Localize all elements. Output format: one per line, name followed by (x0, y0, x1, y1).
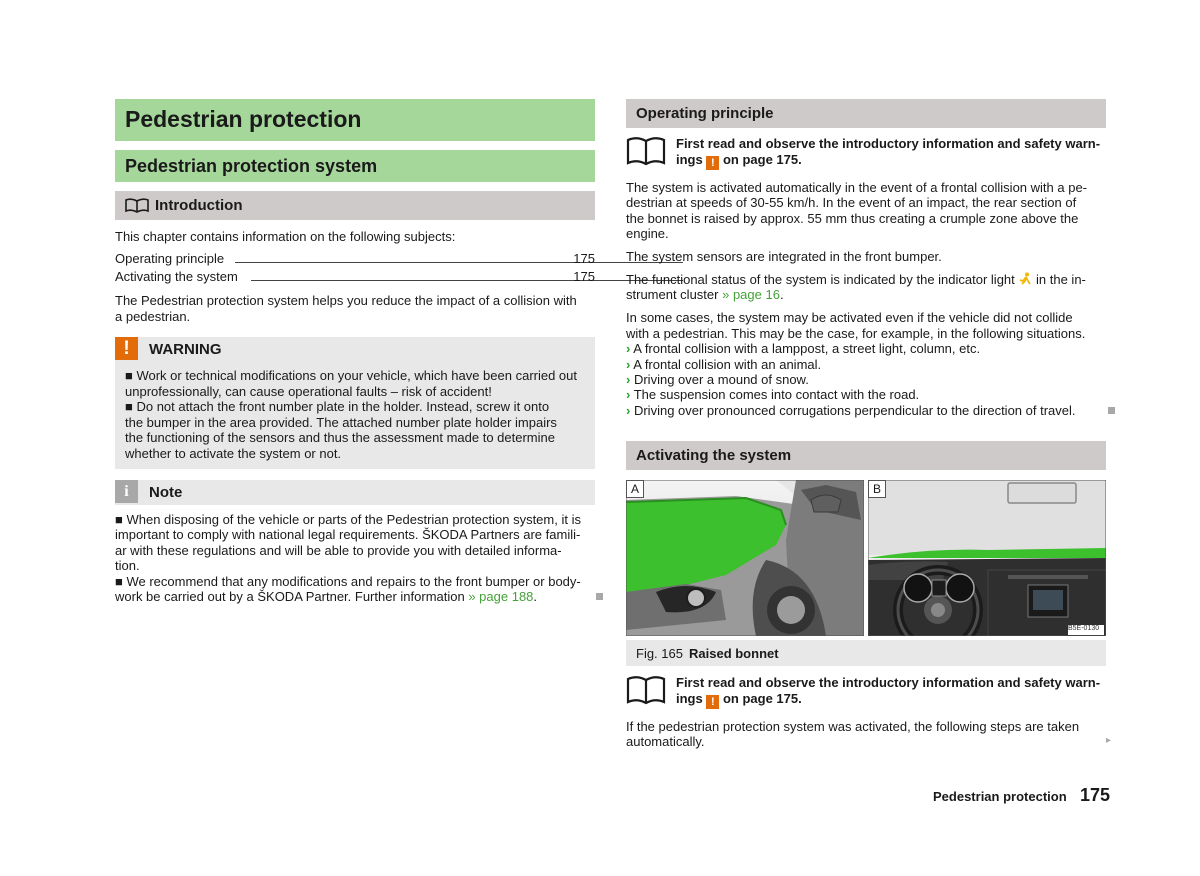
chevron-right-icon: › (626, 403, 631, 418)
page-16-link[interactable]: » page 16 (722, 287, 780, 302)
list-item-text: Driving over pronounced corrugations perpendicular to the direction of travel. (633, 403, 1076, 418)
introduction-heading-bar (115, 191, 595, 220)
introduction-title: Introduction (155, 197, 243, 214)
activating-system-heading-bar (626, 441, 1106, 470)
page-188-link[interactable]: » page 188 (468, 589, 534, 604)
section-end-marker (1108, 407, 1115, 414)
pedestrian-indicator-icon (1018, 272, 1032, 285)
read-first-line (676, 691, 802, 709)
list-item (626, 341, 980, 357)
note-line-text: work be carried out by a ŠKODA Partner. Further information (115, 589, 465, 604)
warning-line: unprofessionally, can cause operational faults – risk of accident! (125, 384, 492, 399)
note-line: tion. (115, 558, 140, 573)
warning-line: the functioning of the sensors and thus the assessment made to determine (125, 430, 555, 445)
warning-box (115, 337, 595, 469)
list-item-text: Driving over a mound of snow. (633, 372, 809, 387)
list-item (626, 387, 919, 403)
warning-line: ■ Do not attach the front number plate in the holder. Instead, screw it onto (125, 399, 550, 414)
read-first-line: First read and observe the introductory information and safety warn- (676, 136, 1101, 151)
body-text: The functional status of the system is indicated by the indicator light (626, 272, 1015, 287)
read-first-text: ings (676, 691, 703, 706)
toc-page: 175 (573, 251, 595, 266)
body-line (626, 272, 1086, 288)
note-line: ar with these regulations and will be able to provide you with detailed informa- (115, 543, 562, 558)
warning-line: ■ Work or technical modifications on your vehicle, which have been carried out (125, 368, 578, 383)
figure-code: B5E-0130 (1068, 625, 1100, 632)
running-title: Pedestrian protection (933, 789, 1067, 804)
warning-exclamation-icon: ! (706, 695, 719, 709)
toc-page: 175 (573, 269, 595, 284)
body-line: destrian at speeds of 30-55 km/h. In the event of an impact, the rear section of (626, 195, 1077, 210)
figure-label-b: B (868, 480, 886, 498)
note-line (115, 589, 537, 605)
toc-row[interactable] (115, 251, 595, 267)
body-line: The Pedestrian protection system helps you reduce the impact of a collision with (115, 293, 577, 308)
toc-leader-line (251, 280, 683, 281)
note-line: important to comply with national legal requirements. ŠKODA Partners are famili- (115, 527, 581, 542)
section-title-bar (115, 150, 595, 182)
chapter-title-bar (115, 99, 595, 141)
list-item (626, 403, 1076, 419)
body-line: a pedestrian. (115, 309, 191, 324)
figure-caption-bar (626, 640, 1106, 666)
body-line: In some cases, the system may be activated even if the vehicle did not collide (626, 310, 1073, 325)
note-line-end: . (533, 589, 538, 604)
warning-exclamation-icon: ! (115, 337, 138, 360)
chevron-right-icon: › (626, 357, 631, 372)
read-first-page: on page 175. (722, 152, 802, 167)
read-first-line (676, 152, 802, 170)
warning-title: WARNING (149, 341, 222, 358)
book-icon (626, 136, 666, 166)
body-line: with a pedestrian. This may be the case, for example, in the following situations. (626, 326, 1086, 341)
list-item-text: A frontal collision with an animal. (633, 357, 822, 372)
read-first-line: First read and observe the introductory information and safety warn- (676, 675, 1101, 690)
body-text: strument cluster (626, 287, 719, 302)
book-icon (125, 198, 149, 213)
read-first-page: on page 175. (722, 691, 802, 706)
chevron-right-icon: › (626, 372, 631, 387)
operating-principle-title: Operating principle (636, 105, 774, 122)
list-item (626, 372, 809, 388)
chevron-right-icon: › (626, 387, 631, 402)
intro-text: This chapter contains information on the following subjects: (115, 229, 456, 244)
body-line: If the pedestrian protection system was activated, the following steps are taken (626, 719, 1080, 734)
body-line: The system is activated automatically in the event of a frontal collision with a pe- (626, 180, 1087, 195)
note-line: ■ We recommend that any modifications and repairs to the front bumper or body- (115, 574, 581, 589)
section-end-marker (596, 593, 603, 600)
list-item-text: The suspension comes into contact with the road. (633, 387, 920, 402)
continue-arrow-icon: ▸ (1106, 735, 1112, 746)
info-icon: i (115, 480, 138, 503)
activating-system-title: Activating the system (636, 447, 792, 464)
body-line: the bonnet is raised by approx. 55 mm thus creating a crumple zone above the (626, 211, 1079, 226)
read-first-text: ings (676, 152, 703, 167)
warning-exclamation-icon: ! (706, 156, 719, 170)
note-line: ■ When disposing of the vehicle or parts of the Pedestrian protection system, it is (115, 512, 581, 527)
body-line (626, 287, 784, 303)
toc-label: Activating the system (115, 269, 238, 284)
page-number: 175 (1080, 785, 1111, 805)
body-text: in the in- (1036, 272, 1086, 287)
body-line: engine. (626, 226, 669, 241)
body-text-end: . (779, 287, 784, 302)
toc-label: Operating principle (115, 251, 225, 266)
list-item (626, 357, 821, 373)
note-header (115, 480, 595, 505)
figure-a-bonnet-raised (626, 480, 864, 636)
warning-line: the bumper in the area provided. The attached number plate holder impairs (125, 415, 557, 430)
warning-header (115, 337, 595, 362)
list-item-text: A frontal collision with a lamppost, a street light, column, etc. (633, 341, 981, 356)
body-line: automatically. (626, 734, 705, 749)
operating-principle-heading-bar (626, 99, 1106, 128)
section-title: Pedestrian protection system (125, 156, 378, 176)
figure-caption: Raised bonnet (689, 646, 779, 661)
note-title: Note (149, 484, 183, 501)
toc-leader-line (235, 262, 683, 263)
figure-label-a: A (626, 480, 644, 498)
body-line: The system sensors are integrated in the front bumper. (626, 249, 942, 264)
warning-line: whether to activate the system or not. (125, 446, 342, 461)
chevron-right-icon: › (626, 341, 631, 356)
figure-number: Fig. 165 (636, 646, 683, 661)
toc-row[interactable] (115, 269, 595, 285)
figure-b-dashboard-view (868, 480, 1106, 636)
book-icon (626, 675, 666, 705)
chapter-title: Pedestrian protection (125, 106, 362, 132)
